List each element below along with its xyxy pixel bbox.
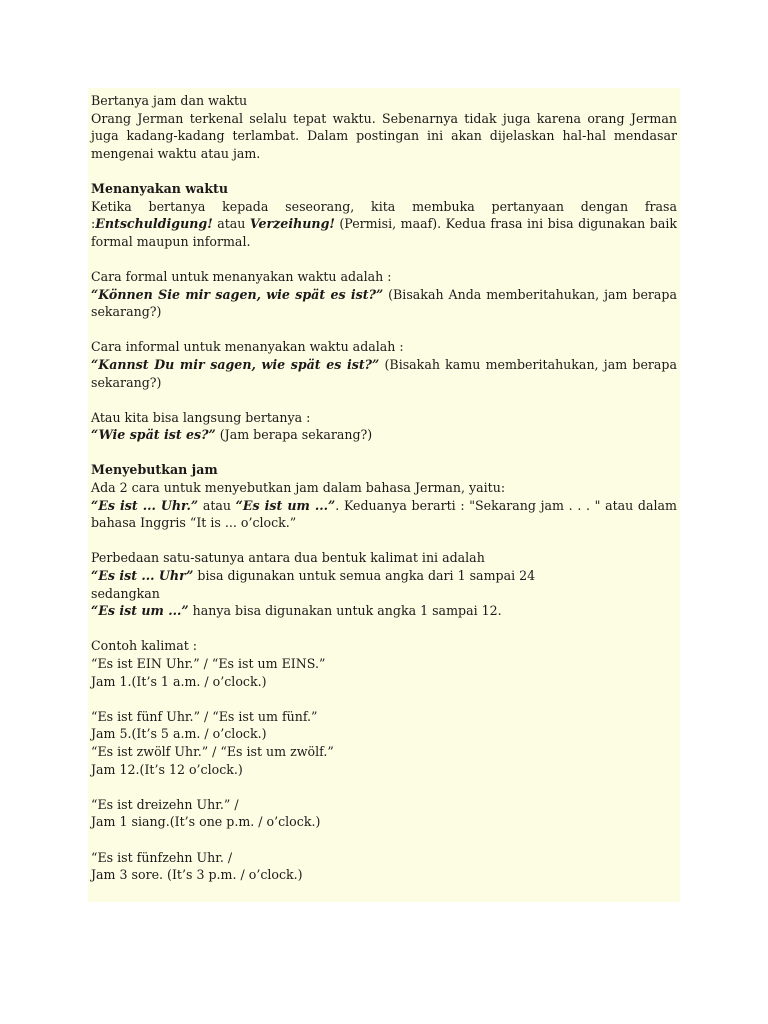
phrase-es-ist-uhr: “Es ist ... Uhr.”: [91, 497, 199, 513]
text-1-24: bisa digunakan untuk semua angka dari 1 sampai 24: [193, 568, 536, 584]
phrase-es-ist-um-2: “Es ist um ...”: [91, 603, 189, 619]
direct-intro: Atau kita bisa langsung bertanya :: [91, 409, 311, 425]
text-1-12: hanya bisa digunakan untuk angka 1 sampai 12.: [188, 603, 502, 619]
formal-question-line: [91, 286, 677, 304]
informal-question: “Kannst Du mir sagen, wie spät es ist?”: [91, 356, 380, 372]
text-atau: atau: [212, 216, 250, 232]
formal-intro: Cara formal untuk menanyakan waktu adalah :: [91, 268, 392, 284]
informal-question-line: [91, 356, 677, 374]
text-colon: :: [91, 216, 96, 232]
example-1-german: “Es ist EIN Uhr.” / “Es ist um EINS.”: [91, 656, 326, 671]
spacer: [91, 778, 677, 796]
intro-line-1: Orang Jerman terkenal selalu tepat waktu. Sebenarnya tidak juga karena orang Jerman: [91, 110, 677, 126]
spacer: [91, 620, 677, 638]
informal-translation-end: sekarang?): [91, 374, 162, 390]
phrase-entschuldigung: Entschuldigung!: [95, 216, 213, 232]
section-heading-menyebutkan: Menyebutkan jam: [91, 462, 218, 478]
section2-line-1: Ada 2 cara untuk menyebutkan jam dalam bahasa Jerman, yaitu:: [91, 480, 506, 496]
spacer: [91, 321, 677, 339]
phrase-verzeihung: Verzeihung!: [249, 216, 335, 232]
document-page: [88, 88, 680, 902]
spacer: [91, 690, 677, 708]
section1-line-2: [91, 215, 677, 233]
example-3-translation: Jam 12.(It’s 12 o’clock.): [91, 761, 243, 777]
example-2-german: “Es ist fünf Uhr.” / “Es ist um fünf.”: [91, 708, 318, 724]
spacer: [91, 532, 677, 550]
direct-question: “Wie spät ist es?”: [91, 427, 216, 443]
formal-translation-end: sekarang?): [91, 304, 162, 320]
document-content: [91, 92, 677, 884]
direct-question-line: [91, 426, 677, 444]
example-1-translation: Jam 1.(It’s 1 a.m. / o’clock.): [91, 673, 267, 689]
example-5-translation: Jam 3 sore. (It’s 3 p.m. / o’clock.): [91, 867, 303, 883]
section1-line-3: formal maupun informal.: [91, 233, 251, 249]
informal-translation: (Bisakah kamu memberitahukan, jam berapa: [379, 356, 677, 372]
document-title: Bertanya jam dan waktu: [91, 93, 248, 108]
section2-line-3: bahasa Inggris “It is ... o’clock.”: [91, 515, 297, 531]
spacer: [91, 444, 677, 462]
section1-line-1: Ketika bertanya kepada seseorang, kita membuka pertanyaan dengan frasa: [91, 198, 677, 214]
direct-translation: (Jam berapa sekarang?): [215, 427, 373, 443]
informal-intro: Cara informal untuk menanyakan waktu adalah :: [91, 339, 404, 355]
difference-line-3: sedangkan: [91, 585, 160, 601]
example-4-german: “Es ist dreizehn Uhr.” /: [91, 796, 239, 812]
spacer: [91, 391, 677, 409]
difference-line-1: Perbedaan satu-satunya antara dua bentuk kalimat ini adalah: [91, 550, 485, 566]
text-keduanya: . Keduanya berarti : "Sekarang jam . . . " atau dalam: [335, 497, 677, 513]
text-permisi: (Permisi, maaf). Kedua frasa ini bisa digunakan baik: [334, 216, 677, 232]
formal-translation: (Bisakah Anda memberitahukan, jam berapa: [383, 286, 677, 302]
section2-line-2: [91, 497, 677, 515]
phrase-es-ist-um: “Es ist um ...”: [235, 497, 336, 513]
examples-intro: Contoh kalimat :: [91, 638, 198, 654]
text-atau-2: atau: [198, 497, 236, 513]
difference-line-4: [91, 602, 677, 620]
example-4-translation: Jam 1 siang.(It’s one p.m. / o’clock.): [91, 814, 321, 830]
spacer: [91, 250, 677, 268]
intro-line-3: mengenai waktu atau jam.: [91, 145, 261, 161]
intro-line-2: juga kadang-kadang terlambat. Dalam postingan ini akan dijelaskan hal-hal mendasar: [91, 128, 677, 144]
example-5-german: “Es ist fünfzehn Uhr. /: [91, 849, 233, 865]
section-heading-menanyakan: Menanyakan waktu: [91, 180, 229, 196]
spacer: [91, 831, 677, 849]
example-2-translation: Jam 5.(It’s 5 a.m. / o’clock.): [91, 726, 267, 742]
formal-question: “Können Sie mir sagen, wie spät es ist?”: [91, 286, 384, 302]
spacer: [91, 162, 677, 180]
phrase-es-ist-uhr-2: “Es ist ... Uhr”: [91, 568, 194, 584]
example-3-german: “Es ist zwölf Uhr.” / “Es ist um zwölf.”: [91, 743, 334, 759]
difference-line-2: [91, 567, 677, 585]
